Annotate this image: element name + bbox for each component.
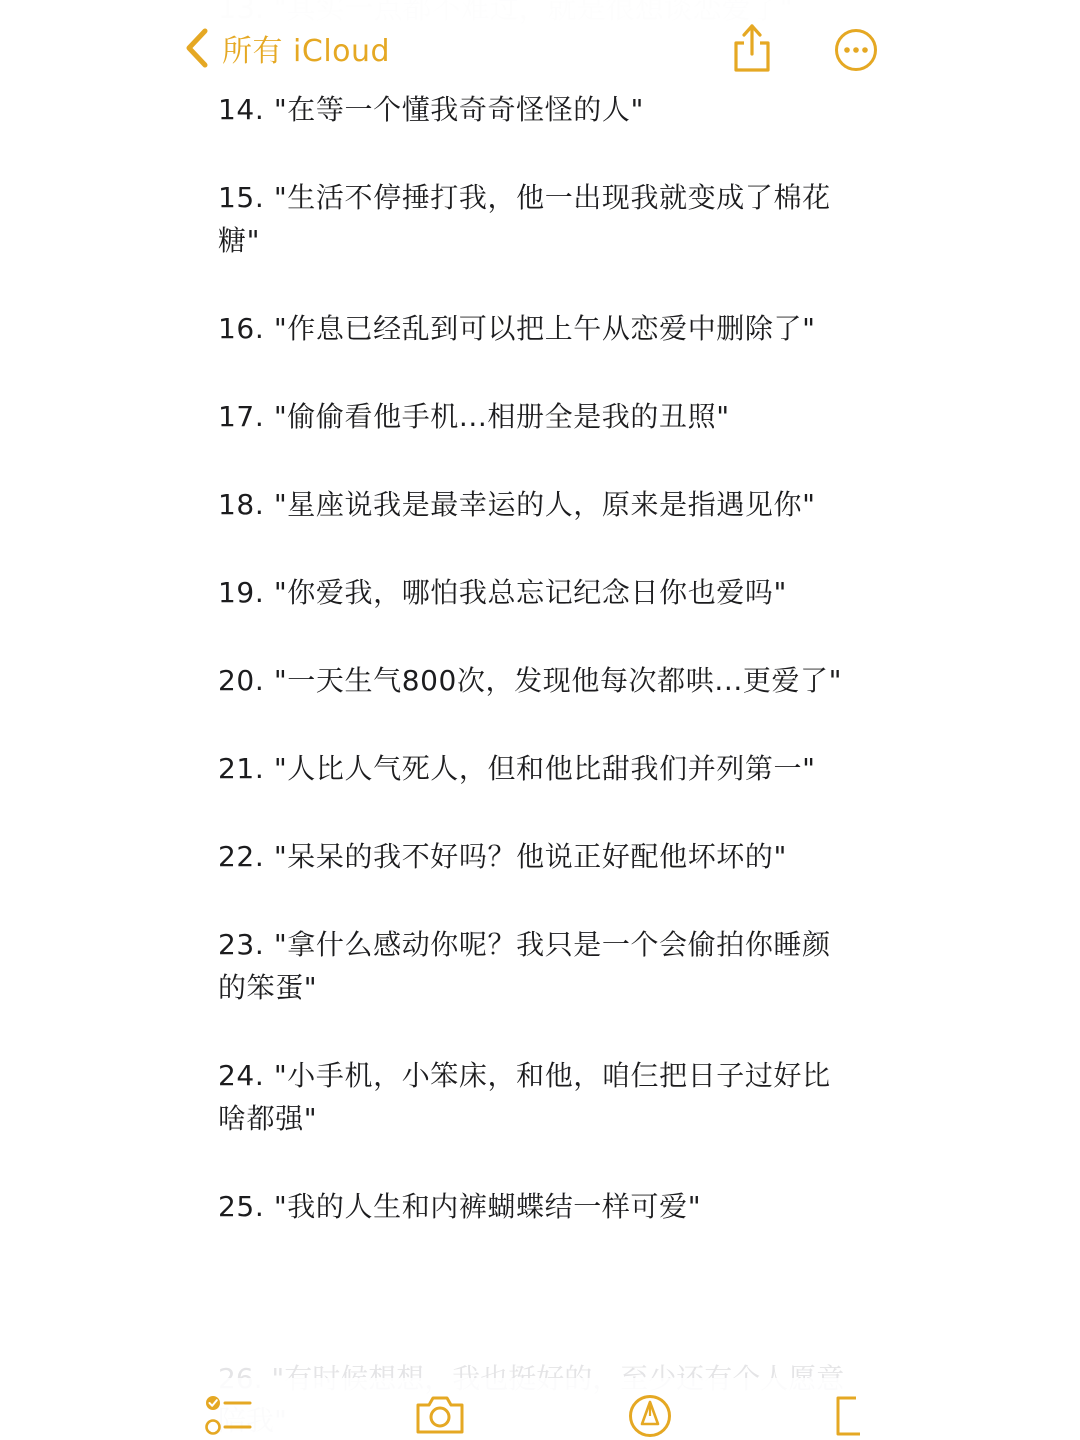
camera-icon (414, 1394, 466, 1436)
share-button[interactable] (730, 22, 774, 74)
camera-button[interactable] (414, 1394, 466, 1436)
list-item: 22. "呆呆的我不好吗？他说正好配他坏坏的" (218, 840, 787, 873)
markup-icon (628, 1394, 672, 1438)
checklist-button[interactable] (204, 1394, 252, 1438)
share-icon (730, 22, 774, 74)
ellipsis-circle-icon (834, 28, 878, 72)
navigation-bar (0, 0, 1080, 90)
list-item: 18. "星座说我是最幸运的人，原来是指遇见你" (218, 488, 816, 521)
list-item: 17. "偷偷看他手机...相册全是我的丑照" (218, 400, 730, 433)
list-item: 16. "作息已经乱到可以把上午从恋爱中删除了" (218, 312, 816, 345)
chevron-left-icon (184, 26, 210, 70)
list-item: 15. "生活不停捶打我，他一出现我就变成了棉花糖" (218, 181, 831, 257)
list-item: 20. "一天生气800次，发现他每次都哄...更爱了" (218, 664, 843, 697)
list-item: 24. "小手机，小笨床，和他，咱仨把日子过好比啥都强" (218, 1059, 831, 1135)
checklist-icon (204, 1394, 252, 1438)
list-item: 23. "拿什么感动你呢？我只是一个会偷拍你睡颜的笨蛋" (218, 928, 831, 1004)
back-button[interactable] (184, 26, 390, 70)
back-label: 所有 iCloud (222, 34, 391, 69)
bottom-toolbar (0, 1378, 1080, 1440)
more-options-button[interactable] (834, 28, 878, 72)
note-body[interactable] (218, 88, 858, 1273)
list-item: 25. "我的人生和内裤蝴蝶结一样可爱" (218, 1190, 702, 1223)
compose-icon (834, 1394, 864, 1438)
list-item: 19. "你爱我，哪怕我总忘记纪念日你也爱吗" (218, 576, 787, 609)
compose-button[interactable] (834, 1394, 864, 1438)
list-item: 21. "人比人气死人，但和他比甜我们并列第一" (218, 752, 816, 785)
list-item: 14. "在等一个懂我奇奇怪怪的人" (218, 93, 644, 126)
markup-button[interactable] (628, 1394, 672, 1438)
